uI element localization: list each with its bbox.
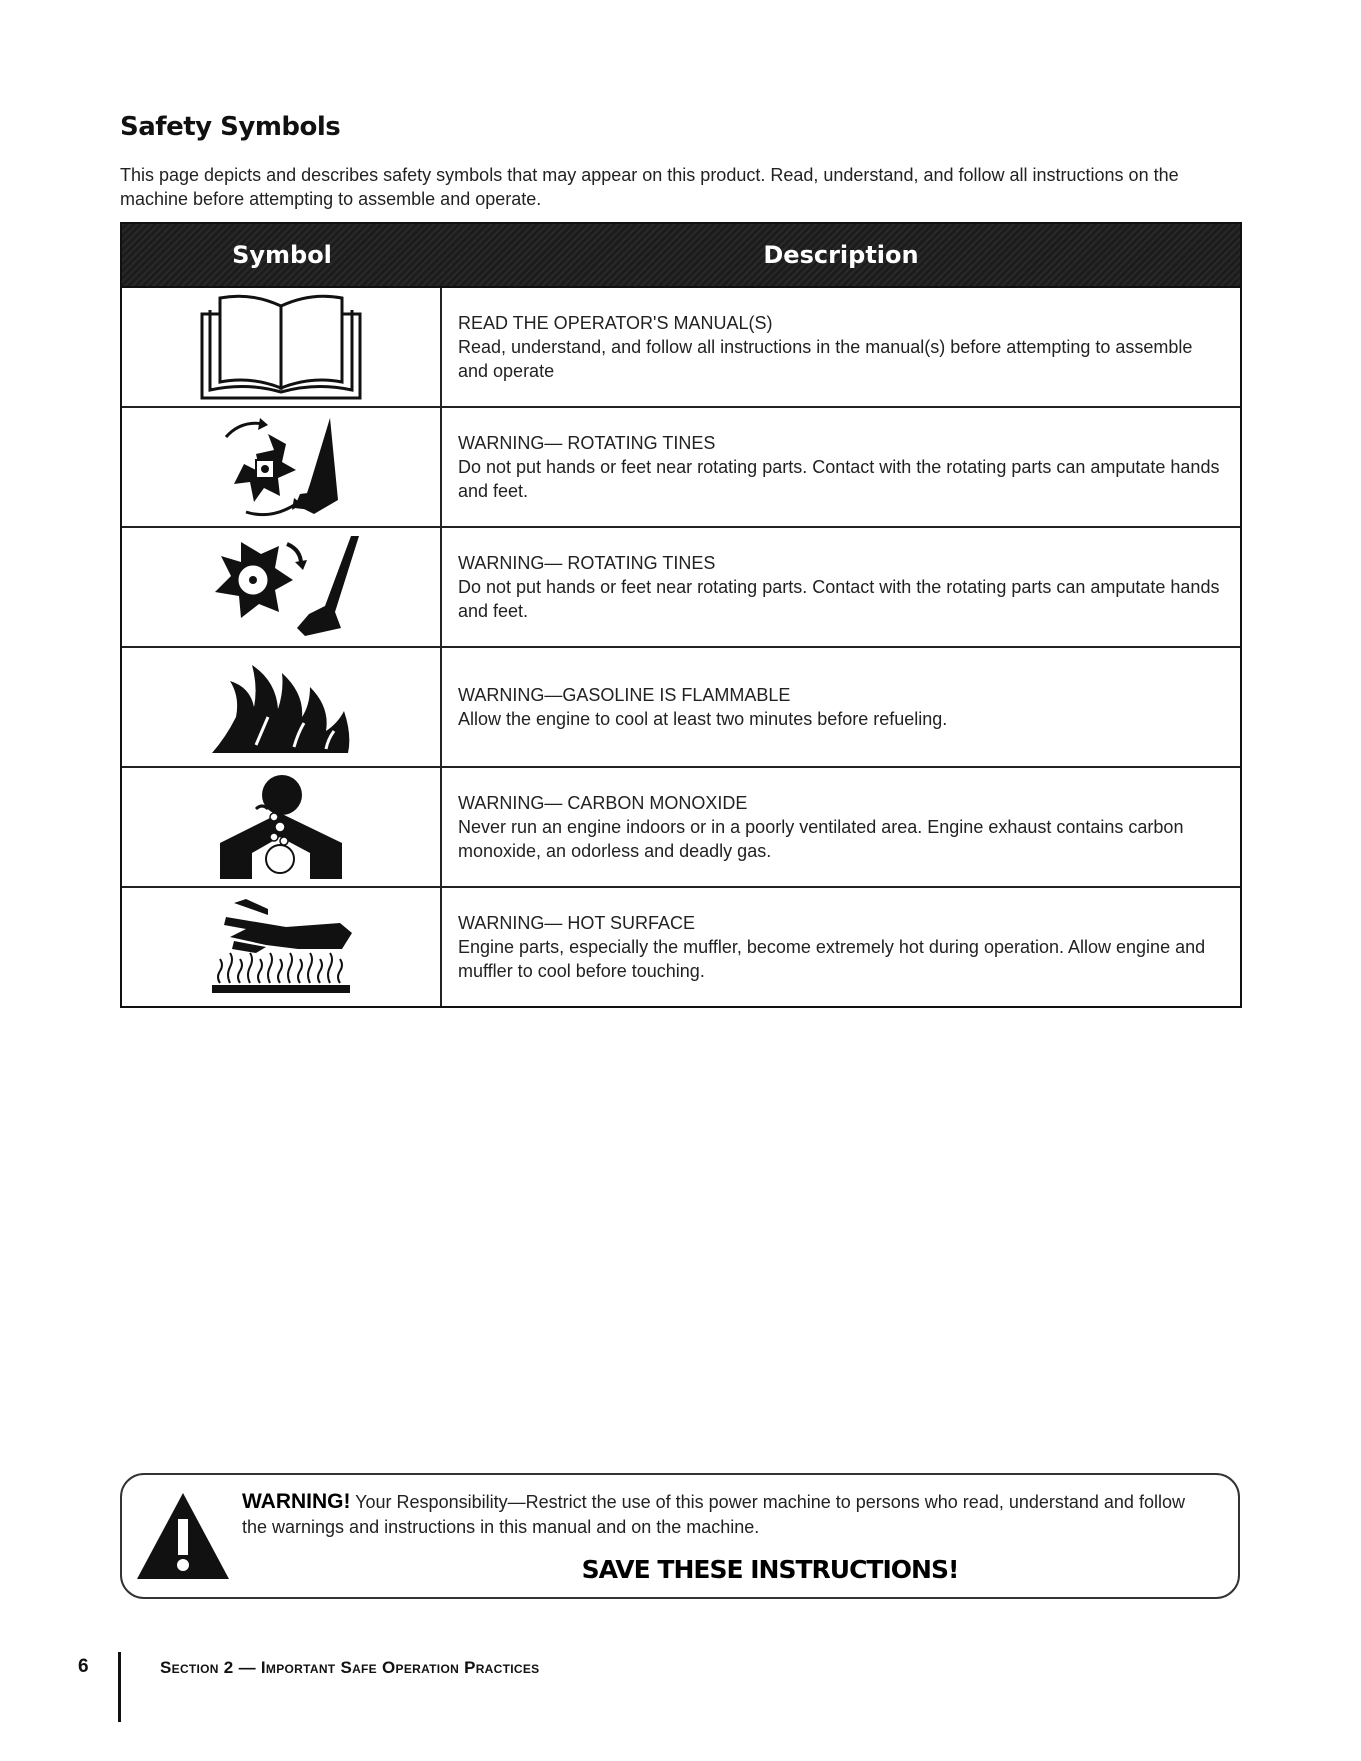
table-row: [122, 768, 1240, 888]
rotating-tines-icon: [216, 412, 346, 522]
symbol-cell: [122, 528, 442, 646]
save-instructions-heading: SAVE THESE INSTRUCTIONS!: [581, 1555, 959, 1584]
row-text: Do not put hands or feet near rotating parts. Contact with the rotating parts can amputate hands and feet.: [458, 577, 1220, 621]
carbon-monoxide-icon: [216, 773, 346, 881]
row-text: Never run an engine indoors or in a poorly ventilated area. Engine exhaust contains carbon monoxide, an odorless and deadly gas.: [458, 817, 1184, 861]
row-heading: WARNING— ROTATING TINES: [458, 553, 716, 573]
symbol-cell: [122, 888, 442, 1006]
description-cell: [442, 408, 1240, 526]
row-heading: WARNING—GASOLINE IS FLAMMABLE: [458, 685, 791, 705]
footer-divider: [118, 1652, 121, 1722]
safety-symbols-table: [120, 222, 1242, 1008]
symbol-cell: [122, 408, 442, 526]
column-header-description: Description: [763, 241, 919, 269]
description-cell: [442, 528, 1240, 646]
table-row: [122, 528, 1240, 648]
table-row: [122, 648, 1240, 768]
rotating-tines-foot-icon: [201, 532, 361, 642]
row-heading: WARNING— ROTATING TINES: [458, 433, 716, 453]
warning-text: [242, 1489, 1202, 1540]
table-header: [122, 224, 1240, 288]
warning-box: [120, 1473, 1240, 1599]
row-text: Engine parts, especially the muffler, become extremely hot during operation. Allow engine and muffler to cool before touching.: [458, 937, 1206, 981]
row-text: Allow the engine to cool at least two minutes before refueling.: [458, 709, 948, 729]
description-cell: [442, 768, 1240, 886]
section-title: Section 2 — Important Safe Operation Practices: [160, 1658, 540, 1677]
warning-label: WARNING!: [242, 1490, 351, 1513]
page-title: Safety Symbols: [120, 112, 341, 142]
operator-manual-book-icon: [196, 292, 366, 402]
symbol-cell: [122, 768, 442, 886]
row-text: Do not put hands or feet near rotating parts. Contact with the rotating parts can amputate hands and feet.: [458, 457, 1220, 501]
page-number: 6: [78, 1656, 89, 1677]
hot-surface-icon: [206, 897, 356, 997]
table-row: [122, 888, 1240, 1006]
symbol-cell: [122, 288, 442, 406]
table-row: [122, 288, 1240, 408]
row-heading: READ THE OPERATOR'S MANUAL(S): [458, 313, 773, 333]
flame-icon: [206, 657, 356, 757]
row-heading: WARNING— CARBON MONOXIDE: [458, 793, 748, 813]
intro-paragraph: This page depicts and describes safety symbols that may appear on this product. Read, understand, and follow all instructions on the machine before attempting to assemble and operate.: [120, 165, 1179, 209]
row-text: Read, understand, and follow all instructions in the manual(s) before attempting to assemble and operate: [458, 337, 1193, 381]
symbol-cell: [122, 648, 442, 766]
column-header-symbol: Symbol: [232, 241, 332, 269]
description-cell: [442, 888, 1240, 1006]
warning-message: Your Responsibility—Restrict the use of this power machine to persons who read, understand and follow the warnings and instructions in this manual and on the machine.: [242, 1492, 1185, 1537]
description-cell: [442, 288, 1240, 406]
table-row: [122, 408, 1240, 528]
row-heading: WARNING— HOT SURFACE: [458, 913, 696, 933]
description-cell: [442, 648, 1240, 766]
